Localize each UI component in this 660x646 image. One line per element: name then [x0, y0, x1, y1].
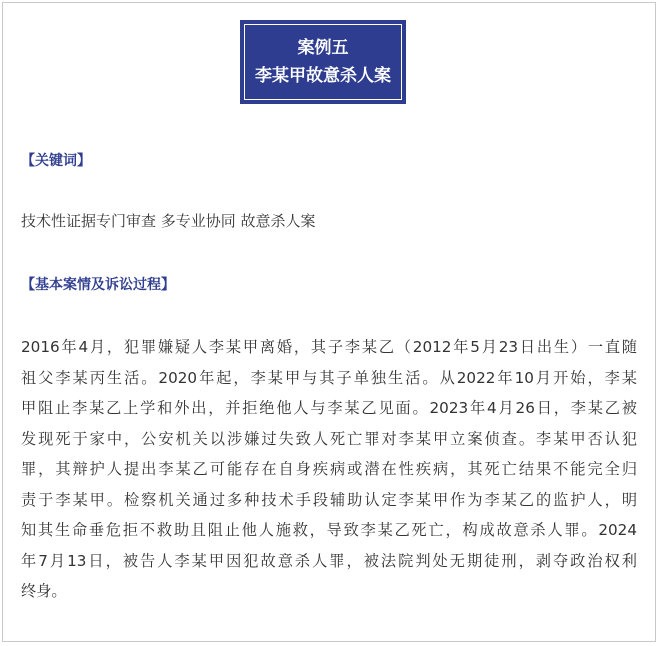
case-name-title: 李某甲故意杀人案: [255, 66, 391, 86]
paragraph-line: 甲阻止李某乙上学和外出，并拒绝他人与李某乙见面。2023年4月26日，李某乙被: [21, 399, 637, 417]
case-number-title: 案例五: [297, 38, 349, 58]
keywords-heading: 【关键词】: [21, 153, 91, 169]
paragraph-line: 责于李某甲。检察机关通过多种技术手段辅助认定李某甲作为李某乙的监护人，明: [21, 490, 637, 509]
case-title-inner-border: [244, 24, 402, 100]
paragraph-line: 年7月13日，被告人李某甲因犯故意杀人罪，被法院判处无期徒刑，剥夺政治权利: [21, 551, 637, 570]
paragraph-line: 祖父李某丙生活。2020年起，李某甲与其子单独生活。从2022年10月开始，李某: [21, 368, 637, 387]
case-facts-paragraph: [21, 332, 637, 607]
paragraph-line: 2016年4月，犯罪嫌疑人李某甲离婚，其子李某乙（2012年5月23日出生）一直随: [21, 338, 637, 356]
case-title-box: [240, 20, 406, 104]
paragraph-line: 发现死于家中，公安机关以涉嫌过失致人死亡罪对李某甲立案侦查。李某甲否认犯: [21, 429, 637, 448]
paragraph-line: 知其生命垂危拒不救助且阻止他人施救，导致李某乙死亡，构成故意杀人罪。2024: [21, 521, 637, 539]
keywords-text: 技术性证据专门审查 多专业协同 故意杀人案: [21, 212, 316, 230]
paragraph-line: 终身。: [21, 582, 67, 600]
case-facts-heading: 【基本案情及诉讼过程】: [21, 277, 175, 293]
paragraph-line: 罪，其辩护人提出李某乙可能存在自身疾病或潜在性疾病，其死亡结果不能完全归: [21, 460, 637, 478]
